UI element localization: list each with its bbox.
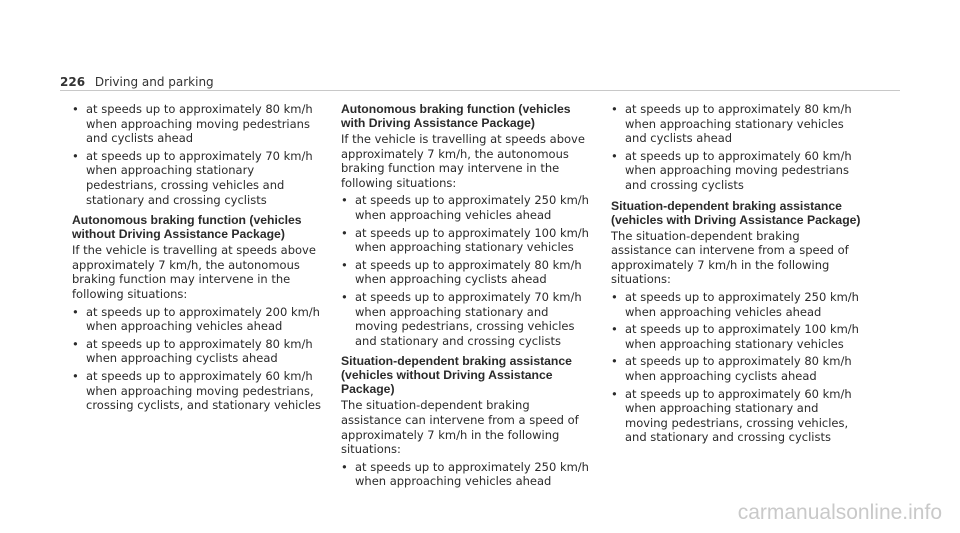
bullet-item: • at speeds up to approximately 60 km/h when approaching stationary and moving pedestrians, crossing vehicles, and stationary and crossing cyclists: [611, 387, 863, 445]
page-header: [60, 75, 214, 89]
section-heading: Autonomous braking function (vehicles with Driving Assistance Package): [341, 102, 571, 130]
column-2: [341, 102, 593, 492]
watermark: carmanualsonline.info: [737, 501, 942, 524]
bullet-item: • at speeds up to approximately 70 km/h when approaching stationary pedestrians, crossing vehicles and stationary and crossing cyclists: [72, 149, 324, 207]
column-3: [611, 102, 863, 448]
bullet-item: • at speeds up to approximately 80 km/h when approaching cyclists ahead: [611, 354, 863, 383]
bullet-item: • at speeds up to approximately 100 km/h when approaching stationary vehicles: [611, 322, 863, 351]
bullet-item: • at speeds up to approximately 60 km/h when approaching moving pedestrians, crossing cyclists, and stationary vehicles: [72, 369, 324, 413]
bullet-item: • at speeds up to approximately 60 km/h when approaching moving pedestrians and crossing cyclists: [611, 149, 863, 193]
section-heading: Situation-dependent braking assistance (vehicles without Driving Assistance Package): [341, 354, 572, 397]
section-heading: Situation-dependent braking assistance (vehicles with Driving Assistance Package): [611, 198, 861, 227]
column-1: [72, 102, 324, 416]
bullet-item: • at speeds up to approximately 250 km/h when approaching vehicles ahead: [341, 460, 593, 489]
bullet-item: • at speeds up to approximately 250 km/h when approaching vehicles ahead: [341, 193, 593, 222]
paragraph: If the vehicle is travelling at speeds above approximately 7 km/h, the autonomous braking function may intervene in the following situations:: [341, 132, 585, 190]
section-heading: Autonomous braking function (vehicles without Driving Assistance Package): [72, 213, 302, 242]
paragraph: The situation-dependent braking assistance can intervene from a speed of approximately 7 km/h in the following situations:: [341, 398, 579, 457]
bullet-item: • at speeds up to approximately 80 km/h when approaching cyclists ahead: [72, 337, 324, 366]
bullet-item: • at speeds up to approximately 80 km/h when approaching cyclists ahead: [341, 258, 593, 287]
page-number: 226: [60, 75, 86, 89]
bullet-item: • at speeds up to approximately 80 km/h when approaching stationary vehicles and cyclists ahead: [611, 102, 863, 146]
paragraph: If the vehicle is travelling at speeds above approximately 7 km/h, the autonomous braking function may intervene in the following situations:: [72, 243, 316, 301]
header-divider: [60, 90, 900, 91]
bullet-item: • at speeds up to approximately 250 km/h when approaching vehicles ahead: [611, 290, 863, 319]
section-title: Driving and parking: [94, 75, 214, 89]
bullet-item: • at speeds up to approximately 100 km/h when approaching stationary vehicles: [341, 226, 593, 255]
bullet-item: • at speeds up to approximately 80 km/h when approaching moving pedestrians and cyclists ahead: [72, 102, 324, 146]
bullet-item: • at speeds up to approximately 70 km/h when approaching stationary and moving pedestrians, crossing vehicles and stationary and crossing cyclists: [341, 290, 593, 348]
bullet-item: • at speeds up to approximately 200 km/h when approaching vehicles ahead: [72, 305, 324, 334]
paragraph: The situation-dependent braking assistance can intervene from a speed of approximately 7 km/h in the following situations:: [611, 228, 849, 287]
